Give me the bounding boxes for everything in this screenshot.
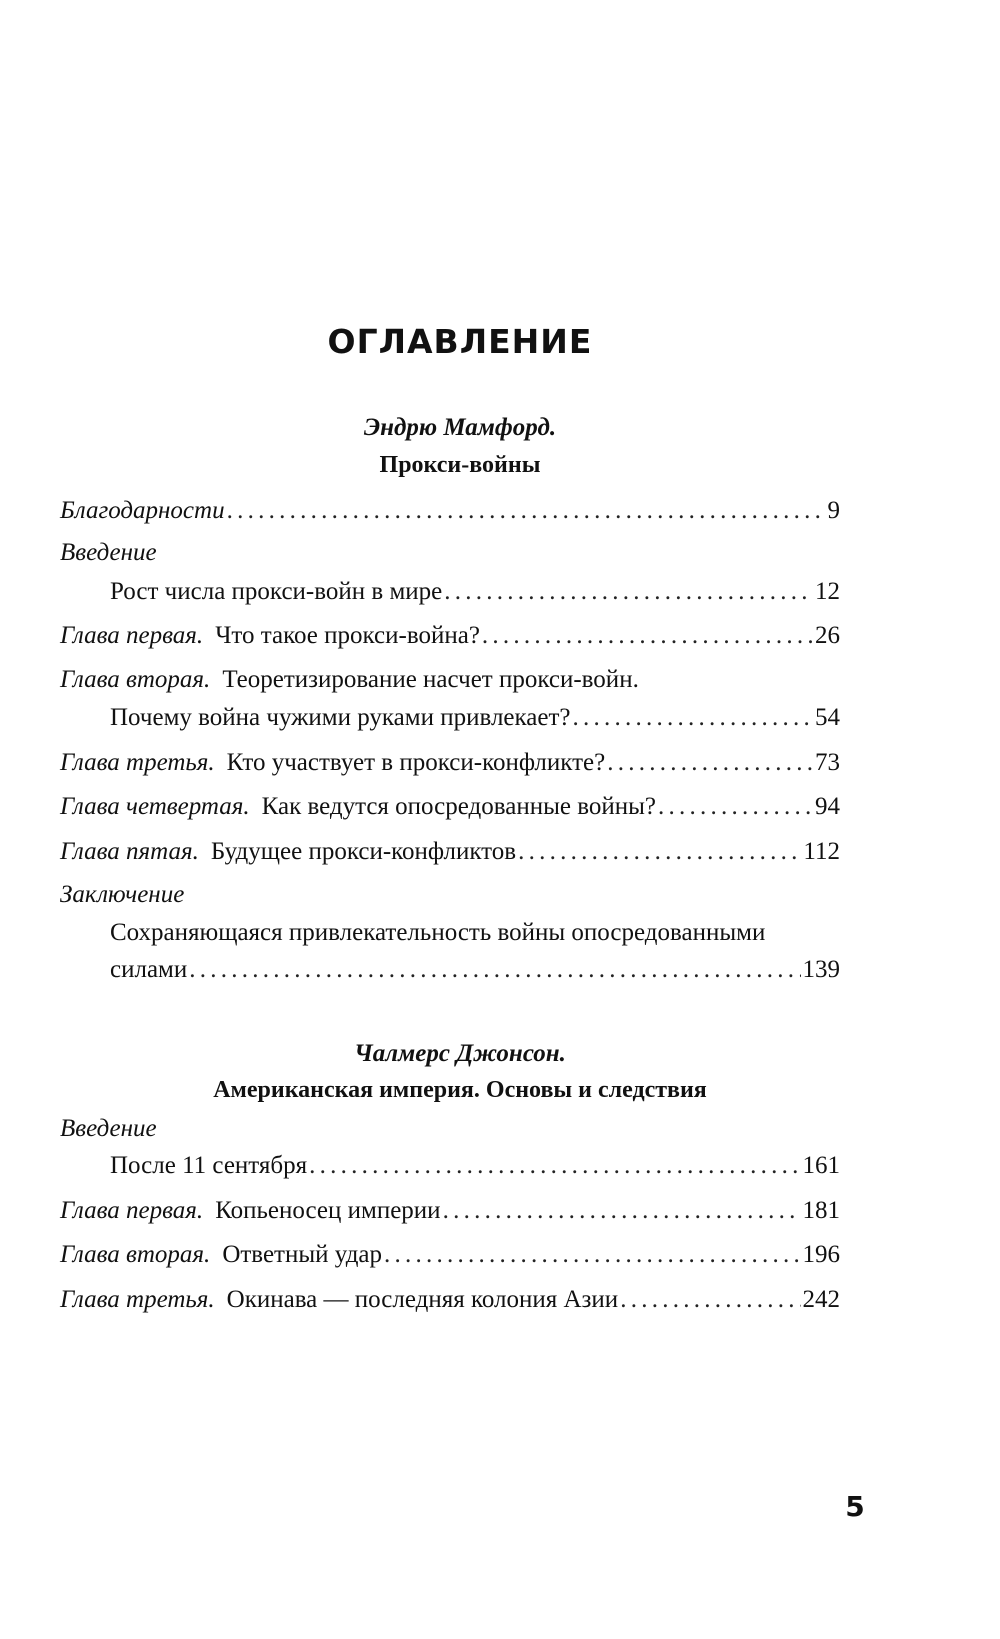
entry-label: Глава третья. <box>60 749 215 776</box>
entry-label: Глава вторая. <box>60 1241 211 1268</box>
entry-label: Введение <box>60 539 157 566</box>
part2-author: Чалмерс Джонсон. <box>354 1040 566 1067</box>
page-number: 5 <box>845 1490 865 1523</box>
entry-text: Копьеносец империи <box>215 1197 441 1224</box>
dot-leader <box>573 703 814 733</box>
entry-text: Сохраняющаяся привлекательность войны опосредованными <box>110 919 766 946</box>
dot-leader <box>384 1240 800 1270</box>
toc-entry[interactable] <box>60 1285 840 1315</box>
page-ref: 139 <box>802 956 840 983</box>
toc-entry[interactable] <box>60 1240 840 1270</box>
dot-leader <box>607 748 813 778</box>
toc-entry[interactable] <box>60 1196 840 1226</box>
dot-leader <box>518 837 801 867</box>
toc-entry[interactable] <box>60 665 840 695</box>
page-ref: 26 <box>815 622 840 649</box>
toc-entry[interactable] <box>60 748 840 778</box>
toc-entry[interactable] <box>110 955 840 985</box>
dot-leader <box>482 621 813 651</box>
entry-label: Благодарности <box>60 497 225 524</box>
page-ref: 54 <box>815 704 840 731</box>
page-ref: 94 <box>815 793 840 820</box>
page-ref: 242 <box>802 1286 840 1313</box>
page-ref: 12 <box>815 578 840 605</box>
entry-text: Почему война чужими руками привлекает? <box>110 704 571 731</box>
toc-entry[interactable] <box>110 577 840 607</box>
entry-text: Что такое прокси-война? <box>215 622 480 649</box>
entry-label: Глава пятая. <box>60 838 199 865</box>
part1-author: Эндрю Мамфорд. <box>363 414 557 441</box>
page-ref: 73 <box>815 749 840 776</box>
toc-entry[interactable] <box>110 1151 840 1181</box>
entry-text: Будущее прокси-конфликтов <box>210 838 517 865</box>
page-ref: 181 <box>802 1197 840 1224</box>
part2-title: Американская империя. Основы и следствия <box>213 1077 707 1103</box>
entry-label: Глава первая. <box>60 1197 204 1224</box>
entry-text: Как ведутся опосредованные войны? <box>261 793 657 820</box>
toc-section <box>60 1114 840 1144</box>
dot-leader <box>227 496 826 526</box>
dot-leader <box>620 1285 800 1315</box>
entry-text: Теоретизирование насчет прокси-войн. <box>222 666 639 693</box>
toc-entry[interactable] <box>110 918 840 948</box>
toc-entry[interactable] <box>60 496 840 526</box>
part1-title: Прокси-войны <box>379 452 541 478</box>
dot-leader <box>309 1151 800 1181</box>
entry-text: Ответный удар <box>222 1241 383 1268</box>
page-ref: 161 <box>802 1152 840 1179</box>
toc-section <box>60 880 840 910</box>
toc-entry[interactable] <box>60 621 840 651</box>
entry-text: Кто участвует в прокси-конфликте? <box>226 749 606 776</box>
entry-text: Окинава — последняя колония Азии <box>226 1286 619 1313</box>
toc-entry[interactable] <box>60 792 840 822</box>
toc-section <box>60 538 840 568</box>
dot-leader <box>189 955 800 985</box>
page-title: ОГЛАВЛЕНИЕ <box>327 322 593 361</box>
entry-label: Введение <box>60 1115 157 1142</box>
page-ref: 112 <box>803 838 840 865</box>
page-ref: 9 <box>827 497 840 524</box>
dot-leader <box>658 792 813 822</box>
entry-label: Глава третья. <box>60 1286 215 1313</box>
dot-leader <box>443 1196 801 1226</box>
entry-text: силами <box>110 956 188 983</box>
entry-label: Глава первая. <box>60 622 204 649</box>
entry-text: После 11 сентября <box>110 1152 308 1179</box>
page-ref: 196 <box>802 1241 840 1268</box>
toc-entry[interactable] <box>110 703 840 733</box>
toc-entry[interactable] <box>60 837 840 867</box>
entry-label: Глава четвертая. <box>60 793 250 820</box>
entry-text: Рост числа прокси-войн в мире <box>110 578 443 605</box>
entry-label: Глава вторая. <box>60 666 211 693</box>
entry-label: Заключение <box>60 881 185 908</box>
dot-leader <box>444 577 813 607</box>
